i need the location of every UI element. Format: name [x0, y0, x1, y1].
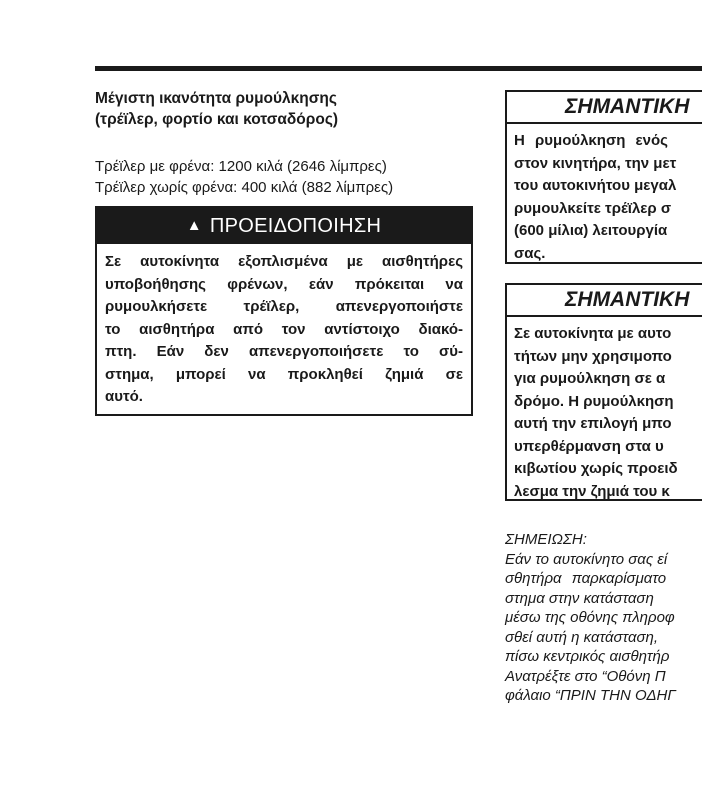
section-title-line: (τρέϊλερ, φορτίο και κοτσαδόρος) [95, 111, 339, 128]
important-line: του αυτοκινήτου μεγαλ [514, 177, 677, 194]
important-line: λεσμα την ζημιά του κ [514, 482, 670, 500]
important-box-1 [505, 90, 702, 264]
section-title [95, 88, 473, 130]
note [505, 530, 702, 706]
important-header: ΣΗΜΑΝΤΙΚΗ [507, 92, 702, 124]
note-label: ΣΗΜΕΙΩΣΗ: [505, 531, 587, 548]
important-line: Η ρυμούλκηση ενός [514, 132, 668, 149]
left-column [95, 88, 473, 198]
note-line: Ανατρέξτε στο “Οθόνη Π [505, 667, 666, 685]
note-line: στημα στην κατάσταση [505, 589, 654, 607]
top-rule [95, 66, 702, 71]
note-line: σθεί αυτή η κατάσταση, [505, 628, 659, 646]
important-header: ΣΗΜΑΝΤΙΚΗ [507, 285, 702, 317]
important-line: αυτή την επιλογή μπο [514, 415, 672, 432]
warning-line: υποβοήθησης φρένων, εάν πρόκειται να [105, 275, 463, 293]
important-line: ρυμουλκείτε τρέϊλερ σ [514, 199, 672, 217]
warning-triangle-icon: ▲ [186, 216, 202, 234]
note-line: Εάν το αυτοκίνητο σας εί [505, 550, 668, 568]
important-text [507, 317, 702, 501]
note-line: σθητήρα παρκαρίσματο [505, 570, 667, 587]
important-line: για ρυμούλκηση σε α [514, 370, 666, 387]
warning-line: το αισθητήρα από τον αντίστοιχο διακό- [105, 320, 463, 338]
warning-text [97, 244, 471, 409]
important-line: σας. [514, 244, 546, 262]
spec-braked: Τρέϊλερ με φρένα: 1200 κιλά (2646 λίμπρες) [95, 158, 387, 175]
important-line: υπερθέρμανση στα υ [514, 437, 664, 455]
warning-line: ρυμουλκήσετε τρέϊλερ, απενεργοποιήστε [105, 298, 463, 315]
important-line: κιβωτίου χωρίς προειδ [514, 460, 678, 477]
warning-line: Σε αυτοκίνητα εξοπλισμένα με αισθητήρες [105, 253, 463, 270]
important-line: (600 μίλια) λειτουργία [514, 222, 668, 239]
note-line: μέσω της οθόνης πληροφ [505, 609, 675, 626]
important-line: στον κινητήρα, την μετ [514, 154, 677, 172]
important-line: δρόμο. Η ρυμούλκηση [514, 392, 674, 410]
spec-unbraked: Τρέϊλερ χωρίς φρένα: 400 κιλά (882 λίμπρες) [95, 179, 394, 196]
section-title-line: Μέγιστη ικανότητα ρυμούλκησης [95, 90, 337, 107]
important-line: τήτων μην χρησιμοπο [514, 347, 672, 365]
warning-line: στημα, μπορεί να προκληθεί ζημιά σε [105, 365, 463, 383]
warning-header [97, 208, 471, 244]
warning-title: ΠΡΟΕΙΔΟΠΟΙΗΣΗ [209, 214, 382, 237]
important-text [507, 124, 702, 264]
important-box-2 [505, 283, 702, 501]
warning-line: πτη. Εάν δεν απενεργοποιήσετε το σύ- [105, 343, 463, 360]
important-line: Σε αυτοκίνητα με αυτο [514, 325, 672, 342]
note-line: φάλαιο “ΠΡΙΝ ΤΗΝ ΟΔΗΓ [505, 687, 676, 704]
note-line: πίσω κεντρικός αισθητήρ [505, 648, 670, 665]
warning-box [95, 206, 473, 416]
warning-line: αυτό. [105, 388, 143, 405]
towing-specs [95, 156, 473, 198]
